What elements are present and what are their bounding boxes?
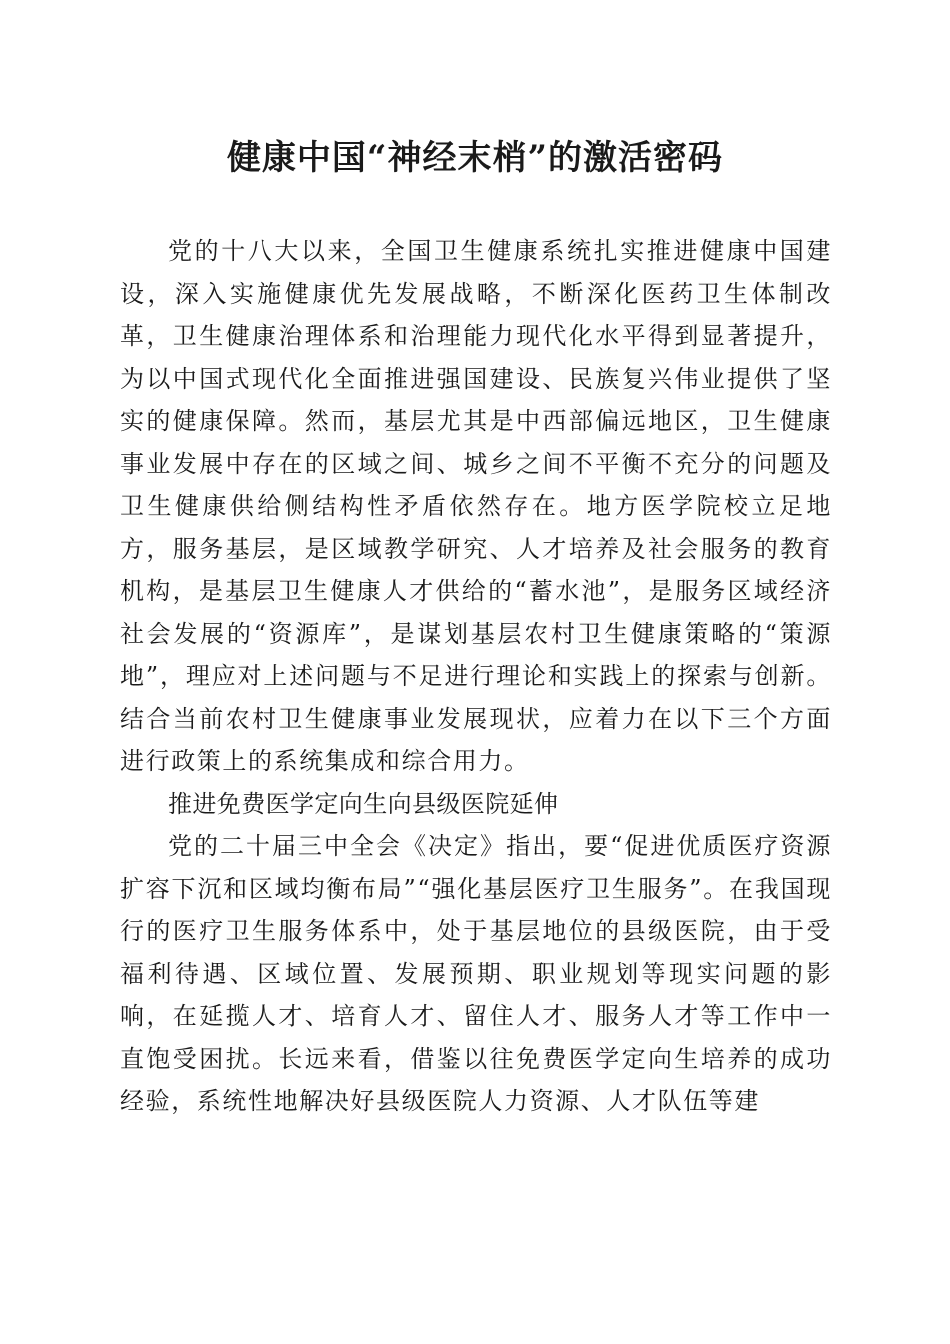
document-title: 健康中国“神经末梢”的激活密码 bbox=[226, 138, 724, 178]
body-paragraph-intro: 党的十八大以来，全国卫生健康系统扎实推进健康中国建设，深入实施健康优先发展战略，不断深化医药卫生体制改革，卫生健康治理体系和治理能力现代化水平得到显著提升，为以中国式现代化全面推进强国建设、民族复兴伟业提供了坚实的健康保障。然而，基层尤其是中西部偏远地区，卫生健康事业发展中存在的区域之间、城乡之间不平衡不充分的问题及卫生健康供给侧结构性矛盾依然存在。地方医学院校立足地方，服务基层，是区域教学研究、人才培养及社会服务的教育机构，是基层卫生健康人才供给的“蓄水池”，是服务区域经济社会发展的“资源库”，是谋划基层农村卫生健康策略的“策源地”，理应对上述问题与不足进行理论和实践上的探索与创新。结合当前农村卫生健康事业发展现状，应着力在以下三个方面进行政策上的系统集成和综合用力。 bbox=[120, 237, 832, 775]
document-body bbox=[120, 230, 832, 1123]
section-heading: 推进免费医学定向生向县级医院延伸 bbox=[168, 789, 559, 818]
body-paragraph-section-1: 党的二十届三中全会《决定》指出，要“促进优质医疗资源扩容下沉和区域均衡布局”“强化基层医疗卫生服务”。在我国现行的医疗卫生服务体系中，处于基层地位的县级医院，由于受福利待遇、区域位置、发展预期、职业规划等现实问题的影响，在延揽人才、培育人才、留住人才、服务人才等工作中一直饱受困扰。长远来看，借鉴以往免费医学定向生培养的成功经验，系统性地解决好县级医院人力资源、人才队伍等建 bbox=[120, 832, 832, 1115]
